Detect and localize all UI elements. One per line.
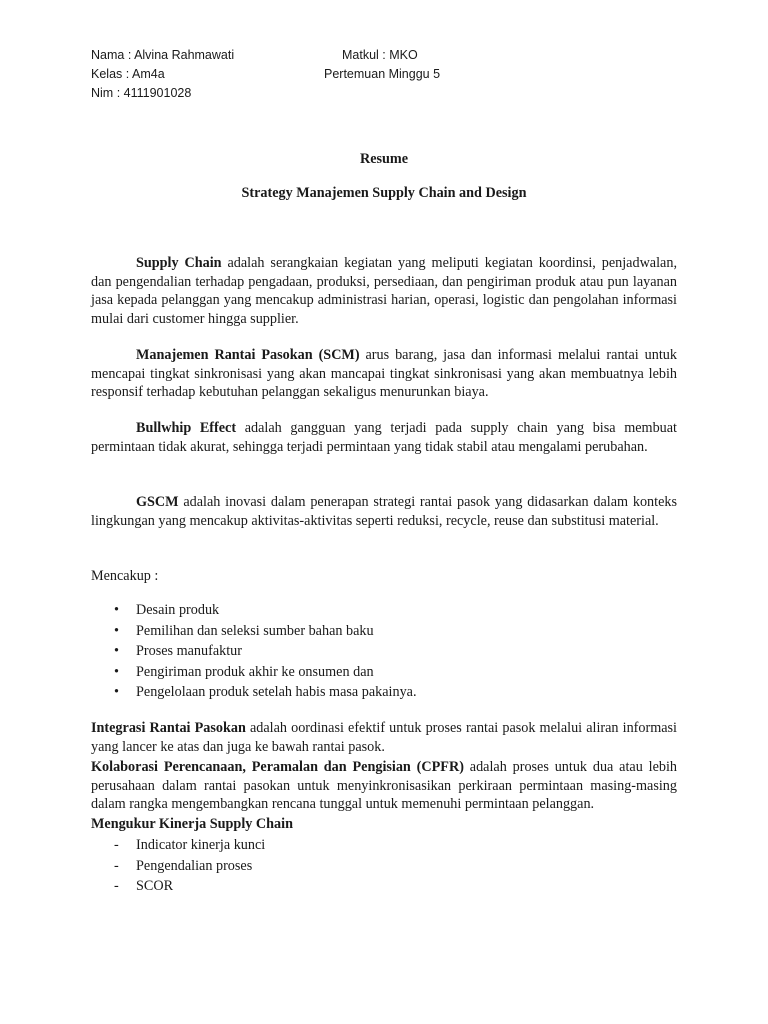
dash-icon: - bbox=[114, 857, 119, 874]
student-nim: Nim : 4111901028 bbox=[91, 86, 192, 100]
measure-list bbox=[91, 835, 677, 897]
document-subtitle: Strategy Manajemen Supply Chain and Design bbox=[241, 185, 527, 201]
student-header bbox=[91, 46, 441, 103]
definition-gscm: adalah inovasi dalam penerapan strategi rantai pasok yang didasarkan dalam konteks lingkungan yang mencakup aktivitas-aktivitas seperti reduksi, recycle, reuse dan substitusi material. bbox=[91, 494, 677, 529]
mencakup-list bbox=[91, 600, 677, 703]
list-item: • Proses manufaktur bbox=[91, 641, 677, 662]
definition-bullwhip: adalah gangguan yang terjadi pada supply chain yang bisa membuat permintaan tidak akurat, sehingga terjadi permintaan yang tidak stabil atau mengalami perubahan. bbox=[91, 420, 677, 455]
list-item: - Pengendalian proses bbox=[91, 856, 677, 877]
bullet-icon: • bbox=[114, 684, 119, 701]
list-item: • Pemilihan dan seleksi sumber bahan baku bbox=[91, 621, 677, 642]
paragraph-supply-chain bbox=[91, 254, 677, 328]
meeting-week: Pertemuan Minggu 5 bbox=[324, 67, 441, 81]
term-scm: Manajemen Rantai Pasokan (SCM) bbox=[136, 347, 360, 363]
list-item: • Pengiriman produk akhir ke onsumen dan bbox=[91, 662, 677, 683]
list-item: • Desain produk bbox=[91, 600, 677, 621]
bullet-icon: • bbox=[114, 602, 119, 618]
definition-scm: arus barang, jasa dan informasi melalui rantai untuk mencapai tingkat sinkronisasi yang akan mancapai tingkat sinkronisasi yang akan membuatnya lebih responsif terhadap kebutuhan pelanggan sekaligus menurunkan biaya. bbox=[91, 347, 677, 401]
paragraph-bullwhip bbox=[91, 419, 677, 456]
document-title: Resume bbox=[359, 151, 409, 167]
definition-cpfr: adalah proses untuk dua atau lebih perusahaan dalam rantai pasokan untuk menyinkronisasikan perkiraan permintaan masing-masing dalam rangka mengembangkan rencana tunggal untuk memenuhi permintaan pelanggan. bbox=[91, 759, 677, 813]
header-row-3 bbox=[91, 84, 234, 103]
bullet-icon: • bbox=[114, 643, 119, 660]
header-row-2 bbox=[91, 65, 441, 84]
term-supply-chain: Supply Chain bbox=[136, 255, 222, 271]
paragraph-scm bbox=[91, 346, 677, 402]
list-item: - SCOR bbox=[91, 876, 677, 897]
list-item: - Indicator kinerja kunci bbox=[91, 835, 677, 856]
paragraph-gscm bbox=[91, 493, 677, 530]
bullet-icon: • bbox=[114, 622, 119, 639]
dash-icon: - bbox=[114, 878, 119, 894]
mencakup-label: Mencakup : bbox=[91, 568, 159, 584]
dash-icon: - bbox=[114, 837, 119, 853]
definition-supply-chain: adalah serangkaian kegiatan yang meliputi kegiatan koordinsi, penjadwalan, dan pengendalian terhadap pengadaan, produksi, persediaan, dan pengiriman produk atau pun layanan jasa kepada pelanggan yang mencakup administrasi harian, operasi, logistic dan pengolahan informasi mulai dari customer hingga supplier. bbox=[91, 255, 677, 327]
student-name: Nama : Alvina Rahmawati bbox=[91, 48, 235, 62]
term-bullwhip: Bullwhip Effect bbox=[136, 420, 237, 436]
term-gscm: GSCM bbox=[136, 494, 179, 510]
course-name: Matkul : MKO bbox=[342, 48, 418, 62]
paragraph-integrasi bbox=[91, 719, 677, 756]
student-class: Kelas : Am4a bbox=[91, 67, 165, 81]
measure-heading: Mengukur Kinerja Supply Chain bbox=[91, 816, 293, 832]
definition-integrasi: adalah oordinasi efektif untuk proses rantai pasok melalui aliran informasi yang lancer ke atas dan juga ke bawah rantai pasok. bbox=[91, 720, 678, 755]
term-cpfr: Kolaborasi Perencanaan, Peramalan dan Pengisian (CPFR) bbox=[91, 759, 464, 775]
bullet-icon: • bbox=[114, 663, 119, 680]
list-item: • Pengelolaan produk setelah habis masa pakainya. bbox=[91, 682, 677, 703]
term-integrasi: Integrasi Rantai Pasokan bbox=[91, 720, 246, 736]
paragraph-cpfr bbox=[91, 758, 677, 814]
header-row-1 bbox=[91, 46, 418, 65]
